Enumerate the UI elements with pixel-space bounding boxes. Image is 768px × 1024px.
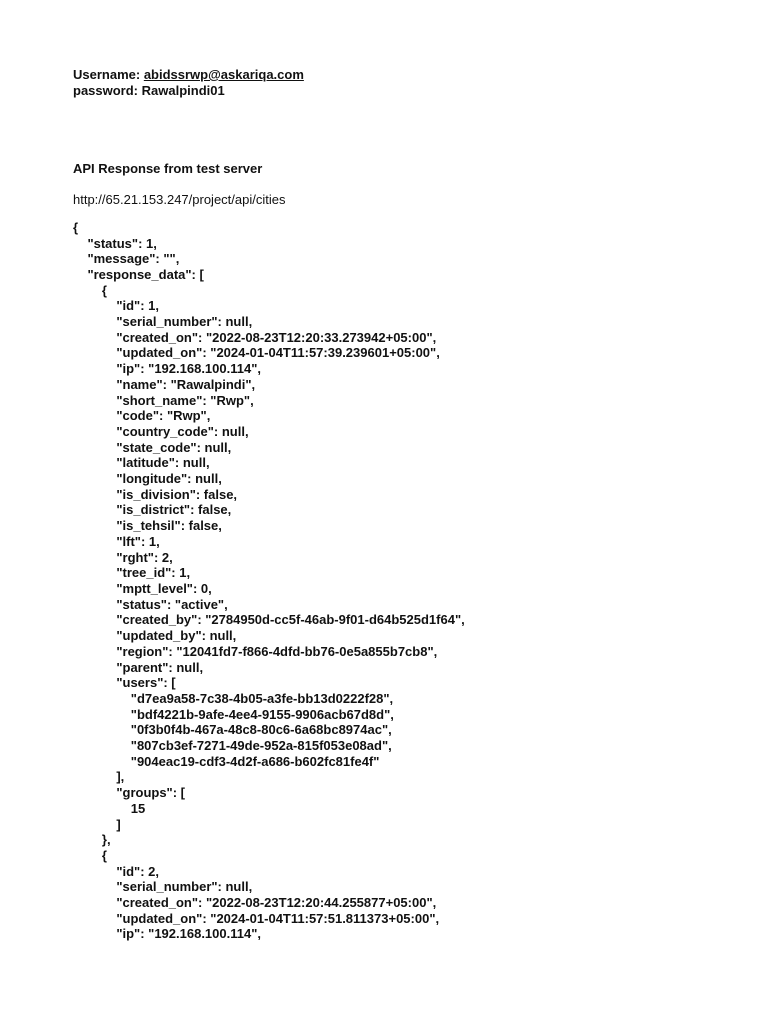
json-line: "updated_by": null, (73, 628, 237, 644)
api-url: http://65.21.153.247/project/api/cities (73, 191, 286, 207)
json-line: "serial_number": null, (73, 314, 253, 330)
password-label: password: (73, 83, 142, 99)
json-line: "rght": 2, (73, 549, 173, 565)
json-line: "d7ea9a58-7c38-4b05-a3fe-bb13d0222f28", (73, 690, 394, 706)
spacer (73, 208, 753, 220)
json-line: "bdf4221b-9afe-4ee4-9155-9906acb67d8d", (73, 706, 394, 722)
json-line: "mptt_level": 0, (73, 580, 212, 596)
json-line: { (73, 847, 107, 863)
json-line: "longitude": null, (73, 471, 222, 487)
json-line: "updated_on": "2024-01-04T11:57:39.239601+05:00", (73, 345, 440, 361)
username-email-link[interactable]: abidssrwp@askariqa.com (143, 67, 304, 82)
json-line: "groups": [ (73, 785, 185, 801)
json-line: "users": [ (73, 675, 176, 691)
json-line: "message": "", (73, 251, 180, 267)
json-line: { (73, 282, 107, 298)
username-line (73, 67, 753, 83)
json-line: "created_on": "2022-08-23T12:20:33.273942+05:00", (73, 329, 437, 345)
json-line: "is_division": false, (73, 486, 238, 502)
spacer (73, 178, 753, 192)
json-line: "tree_id": 1, (73, 565, 191, 581)
json-line: }, (73, 832, 111, 848)
json-line: "ip": "192.168.100.114", (73, 361, 261, 377)
json-line: "created_by": "2784950d-cc5f-46ab-9f01-d64b525d1f64", (73, 612, 465, 628)
json-response-block (73, 220, 753, 942)
json-line: "status": 1, (73, 235, 157, 251)
json-line: "serial_number": null, (73, 879, 253, 895)
password-line (73, 83, 753, 99)
json-line: "parent": null, (73, 659, 204, 675)
json-line: "updated_on": "2024-01-04T11:57:51.811373+05:00", (73, 910, 440, 926)
json-line: ] (73, 816, 121, 832)
password-value: Rawalpindi01 (141, 83, 225, 99)
json-line: 15 (73, 800, 146, 816)
username-label: Username: (73, 67, 144, 82)
json-line: "status": "active", (73, 596, 228, 612)
section-heading: API Response from test server (73, 161, 263, 177)
json-line: "created_on": "2022-08-23T12:20:44.255877+05:00", (73, 895, 437, 911)
json-line: { (73, 219, 79, 235)
json-line: "country_code": null, (73, 423, 249, 439)
json-line: "904eac19-cdf3-4d2f-a686-b602fc81fe4f" (73, 753, 380, 769)
json-line: "id": 2, (73, 863, 160, 879)
json-line: "lft": 1, (73, 533, 160, 549)
json-line: "is_tehsil": false, (73, 518, 222, 534)
json-line: "short_name": "Rwp", (73, 392, 254, 408)
json-line: "code": "Rwp", (73, 408, 211, 424)
json-line: "id": 1, (73, 298, 160, 314)
json-line: "latitude": null, (73, 455, 210, 471)
json-line: "region": "12041fd7-f866-4dfd-bb76-0e5a855b7cb8", (73, 643, 438, 659)
json-line: "state_code": null, (73, 439, 232, 455)
json-line: "response_data": [ (73, 266, 204, 282)
json-line: "0f3b0f4b-467a-48c8-80c6-6a68bc8974ac", (73, 722, 392, 738)
json-line: "ip": "192.168.100.114", (73, 926, 261, 942)
json-line: "807cb3ef-7271-49de-952a-815f053e08ad", (73, 738, 392, 754)
document-page (73, 67, 753, 942)
json-line: ], (73, 769, 125, 785)
spacer (73, 99, 753, 161)
json-line: "is_district": false, (73, 502, 232, 518)
json-line: "name": "Rawalpindi", (73, 376, 256, 392)
